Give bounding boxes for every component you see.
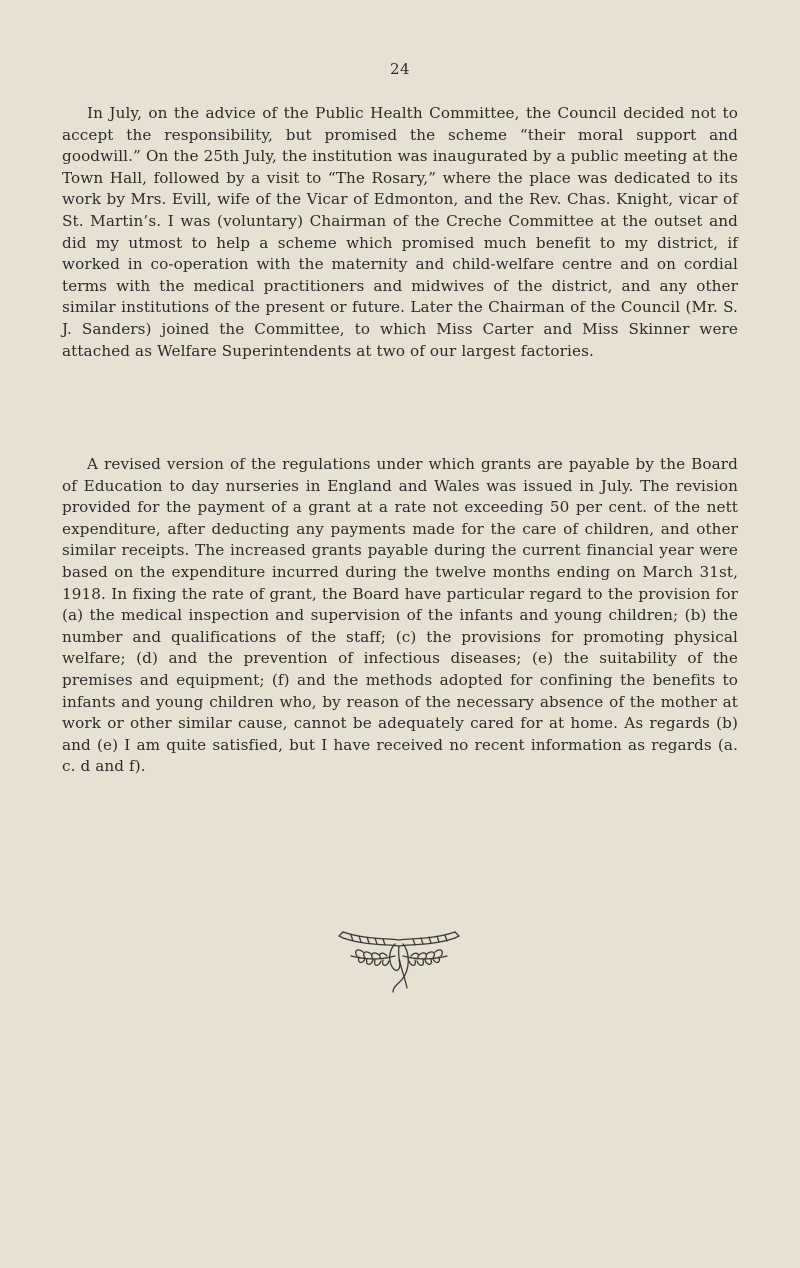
- paragraph-1: In July, on the advice of the Public Health Committee, the Council decided not to accept the responsibility, but promised the scheme “their moral support and goodwill.” On the 25th July, the institution was inaugurated by a public meeting at the Town Hall, followed by a visit to “The Rosary,” where the place was dedicated to its work by Mrs. Evill, wife of the Vicar of Edmonton, and the Rev. Chas. Knight, vicar of St. Martin’s. I was (voluntary) Chairman of the Creche Committee at the outset and did my utmost to help a scheme which promised much benefit to my district, if worked in co-operation with the maternity and child-welfare centre and on cordial terms with the medical practitioners and midwives of the district, and any other similar institutions of the present or future. Later the Chairman of the Council (Mr. S. J. Sanders) joined the Committee, to which Miss Carter and Miss Skinner were attached as Welfare Superintendents at two of our largest factories.: [62, 104, 738, 360]
- page-number: 24: [389, 60, 411, 78]
- paragraph-2: A revised version of the regulations under which grants are payable by the Board of Education to day nurseries in England and Wales was issued in July. The revision provided for the payment of a grant at a rate not exceeding 50 per cent. of the nett expenditure, after deducting any payments made for the care of children, and other similar receipts. The increased grants payable during the current financial year were based on the expenditure incurred during the twelve months ending on March 31st, 1918. In fixing the rate of grant, the Board have particular regard to the provision for (a) the medical inspection and supervision of the infants and young children; (b) the number and qualifications of the staff; (c) the provisions for promoting physical welfare; (d) and the prevention of infectious diseases; (e) the suitability of the premises and equipment; (f) and the methods adopted for confining the benefits to infants and young children who, by reason of the necessary absence of the mother at work or other similar cause, cannot be adequately cared for at home. As regards (b) and (e) I am quite satisfied, but I have received no recent information as regards (a. c. d and f).: [62, 455, 738, 776]
- ribbon-laurel-ornament-icon: [337, 926, 461, 998]
